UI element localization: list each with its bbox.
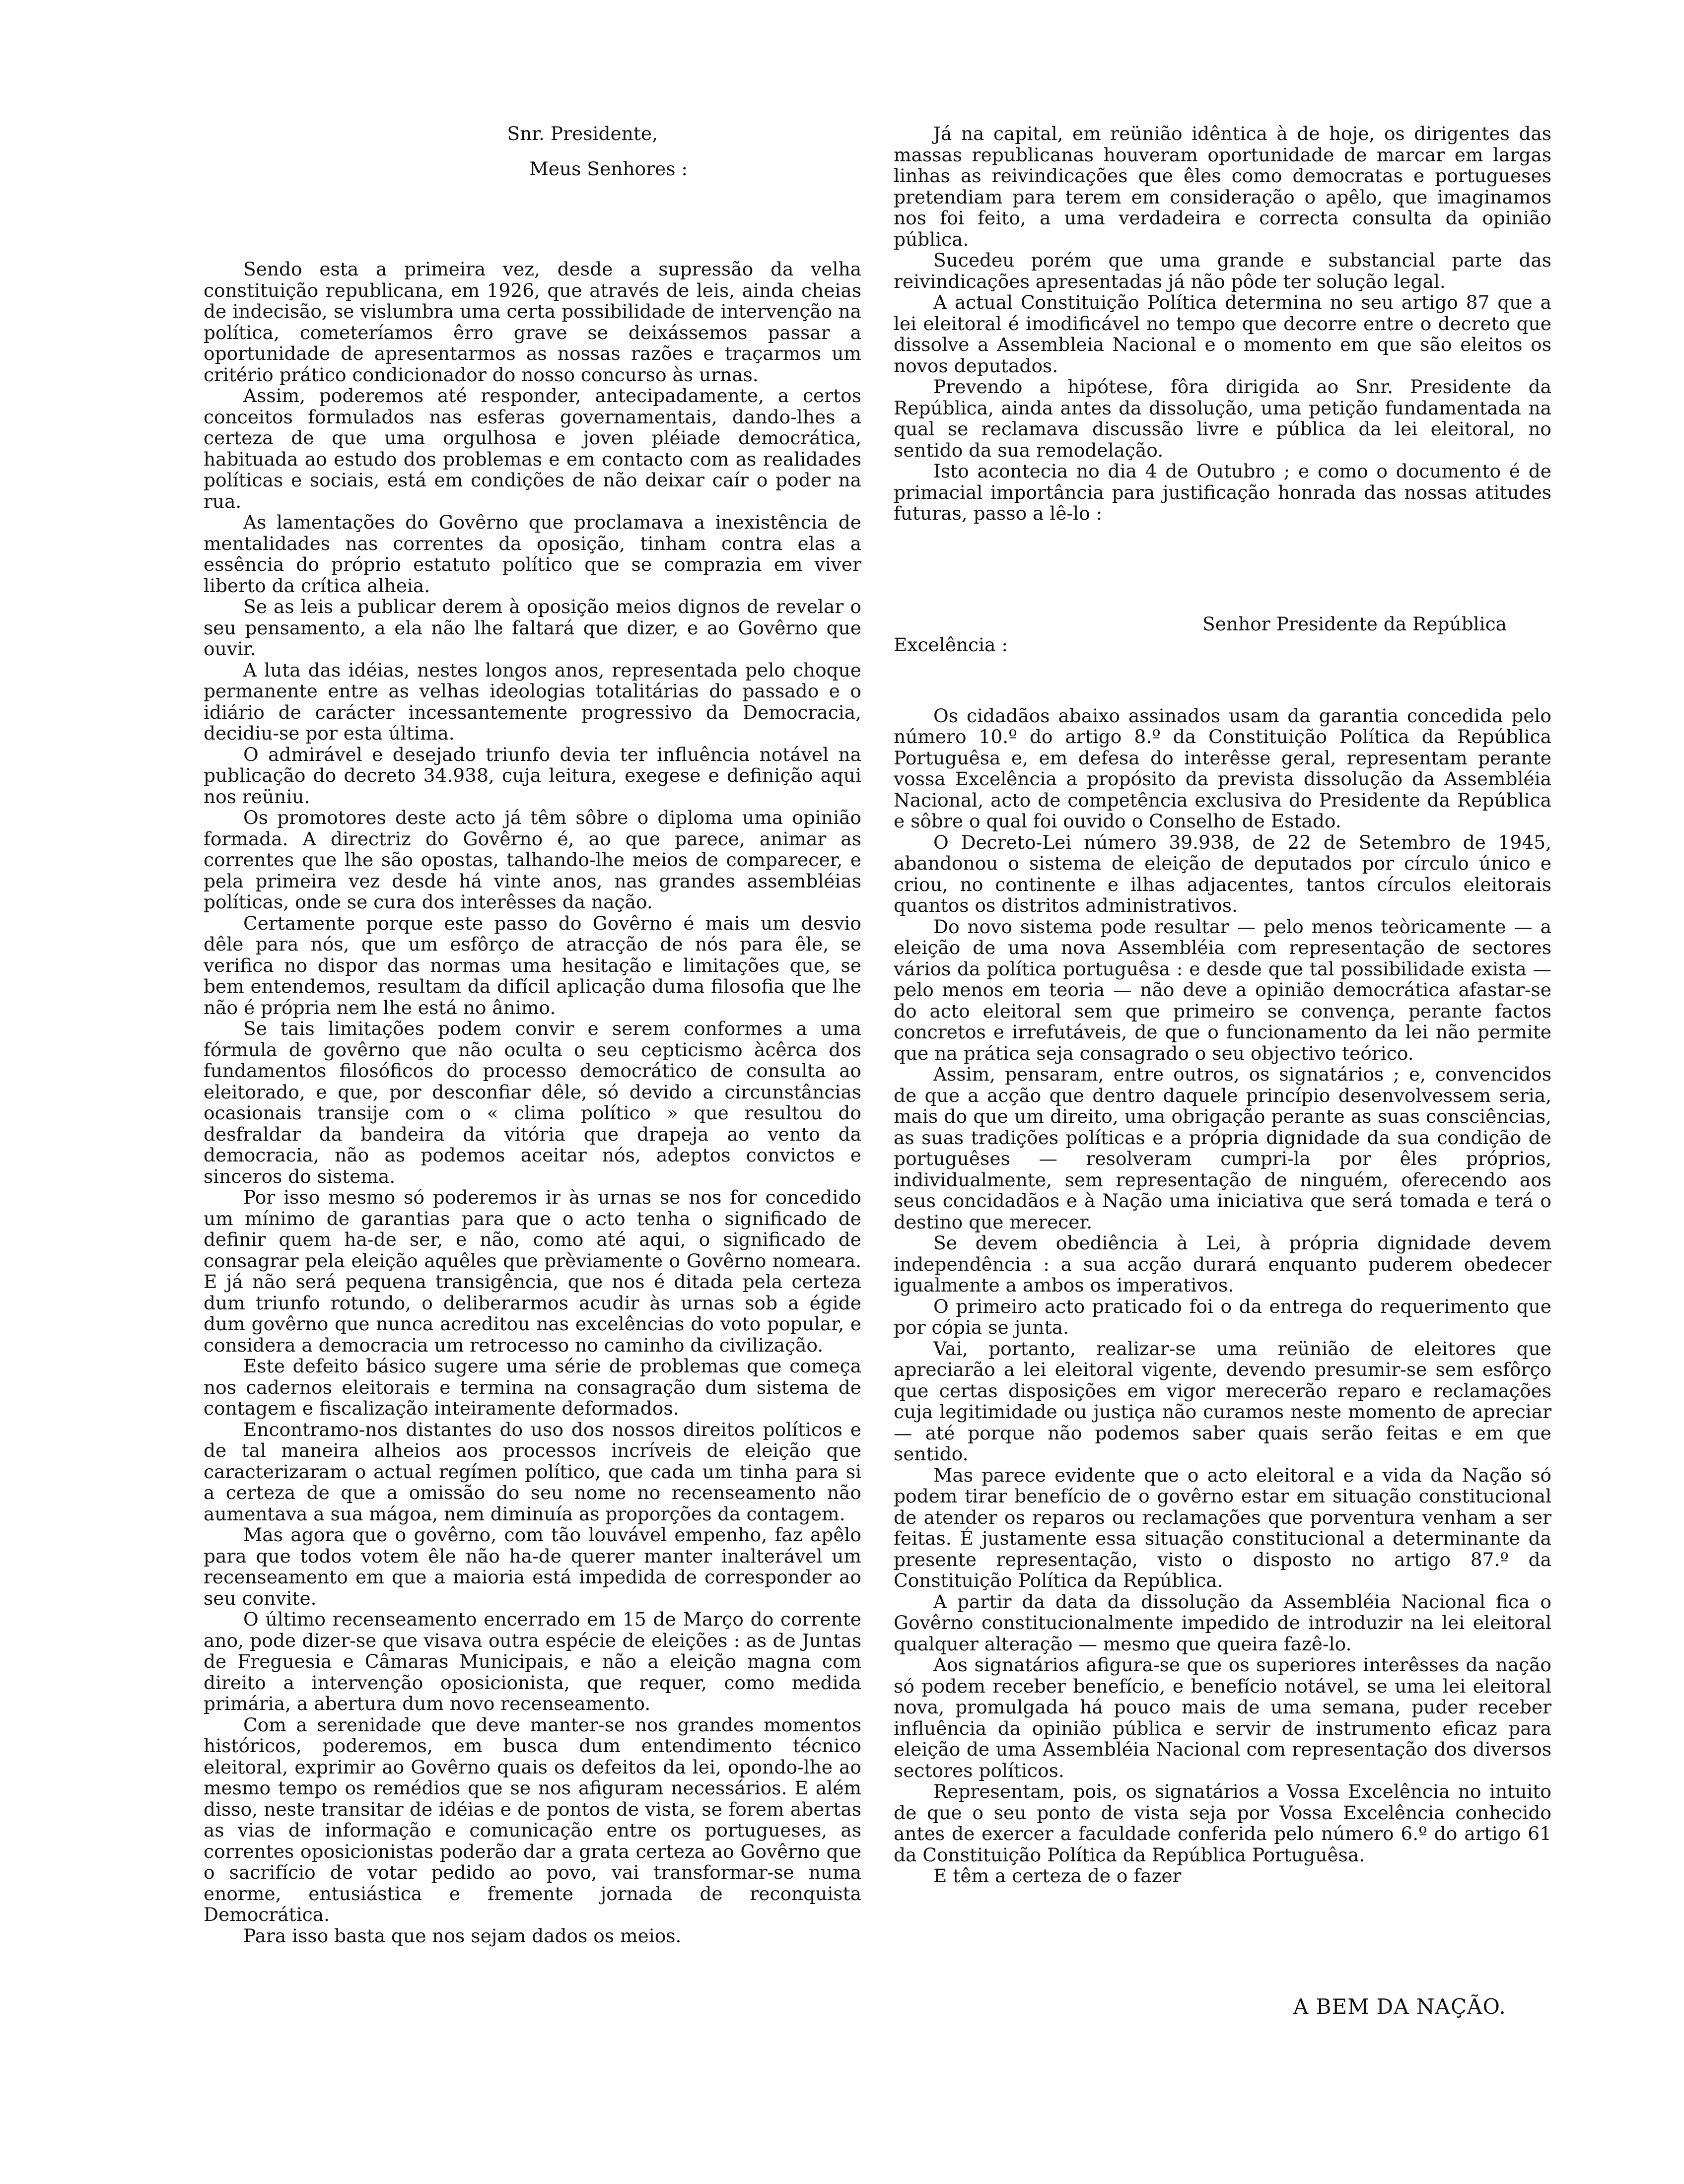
paragraph: Vai, portanto, realizar-se uma reünião de eleitores que apreciarão a lei eleitoral vigente, devendo presumir-se sem esfôrço que certas disposições em vigor merecerão reparo e reclamações cuja legitimidade ou justiça não curamos neste momento de apreciar — até porque não podemos saber quais serão feitas e em que sentido. bbox=[894, 1337, 1551, 1465]
paragraph: Este defeito básico sugere uma série de problemas que começa nos cadernos eleitorais e termina na consagração dum sistema de contagem e fiscalização inteiramente deformados. bbox=[204, 1355, 861, 1419]
paragraph: Por isso mesmo só poderemos ir às urnas se nos for concedido um mínimo de garantias para que o acto tenha o significado de definir quem ha-de ser, e não, como até aqui, o significado de consagrar pela eleição aquêles que prèviamente o Govêrno nomeara. E já não será pequena transigência, que nos é ditada pela certeza dum triunfo rotundo, o deliberarmos acudir às urnas sob a égide dum govêrno que nunca acreditou nas excelências do voto popular, e considera a democracia um retrocesso no caminho da civilização. bbox=[204, 1186, 861, 1356]
salutation-president: Snr. Presidente, bbox=[507, 123, 658, 144]
paragraph: E têm a certeza de o fazer bbox=[933, 1865, 1182, 1887]
letter-excellency: Excelência : bbox=[894, 634, 1008, 656]
paragraph: O admirável e desejado triunfo devia ter influência notável na publicação do decreto 34.938, cuja leitura, exegese e definição aqui nos reüniu. bbox=[204, 743, 861, 808]
paragraph: Do novo sistema pode resultar — pelo menos teòricamente — a eleição de uma nova Assembléia com representação de sectores vários da política portuguêsa : e desde que tal possibilidade exista — pelo menos em teoria — não deve a opinião democrática afastar-se do acto eleitoral sem que primeiro se convença, perante factos concretos e irrefutáveis, de que o funcionamento da lei não permite que na prática seja consagrado o seu objectivo teórico. bbox=[894, 915, 1551, 1064]
paragraph: Se tais limitações podem convir e serem conformes a uma fórmula de govêrno que não oculta o seu cepticismo àcêrca dos fundamentos filosóficos do processo democrático de consulta ao eleitorado, e que, por desconfiar dêle, só devido a circunstâncias ocasionais transije com o « clima político » que resultou do desfraldar da bandeira da vitória que drapeja ao vento da democracia, não as podemos aceitar nós, adeptos convictos e sinceros do sistema. bbox=[204, 1018, 861, 1187]
paragraph: As lamentações do Govêrno que proclamava a inexistência de mentalidades nas correntes da oposição, tinham contra elas a essência do próprio estatuto político que se comprazia em viver liberto da crítica alheia. bbox=[204, 511, 861, 597]
paragraph: A partir da data da dissolução da Assembléia Nacional fica o Govêrno constitucionalmente impedido de introduzir na lei eleitoral qualquer alteração — mesmo que queira fazê-lo. bbox=[894, 1590, 1551, 1655]
paragraph: Assim, poderemos até responder, antecipadamente, a certos conceitos formulados nas esferas governamentais, dando-lhes a certeza de que uma orgulhosa e joven pléiade democrática, habituada ao estudo dos problemas e em contacto com as realidades políticas e sociais, está em condições de não deixar caír o poder na rua. bbox=[204, 385, 861, 512]
paragraph: Certamente porque este passo do Govêrno é mais um desvio dêle para nós, que um esfôrço de atracção de nós para êle, se verifica no dispor das normas uma hesitação e limitações que, se bem entendemos, resultam da difícil aplicação duma filosofia que lhe não é própria nem lhe está no ânimo. bbox=[204, 912, 861, 1019]
paragraph: Prevendo a hipótese, fôra dirigida ao Snr. Presidente da República, ainda antes da dissolução, uma petição fundamentada na qual se reclamava discussão livre e pública da lei eleitoral, no sentido da sua remodelação. bbox=[894, 376, 1551, 461]
spacer bbox=[204, 179, 861, 259]
paragraph: Mas agora que o govêrno, com tão louvável empenho, faz apêlo para que todos votem êle não ha-de querer manter inalterável um recenseamento em que a maioria está impedida de corresponder ao seu convite. bbox=[204, 1524, 861, 1609]
paragraph: Encontramo-nos distantes do uso dos nossos direitos políticos e de tal maneira alheios aos processos incríveis de eleição que caracterizaram o actual regímen político, que cada um tinha para si a certeza de que a omissão do seu nome no recenseamento não aumentava a sua mágoa, nem diminuía as proporções da contagem. bbox=[204, 1418, 861, 1525]
closing-formula: A BEM DA NAÇÃO. bbox=[1293, 1994, 1506, 2019]
paragraph: Sendo esta a primeira vez, desde a supressão da velha constituição republicana, em 1926, que através de leis, ainda cheias de indecisão, se vislumbra uma certa possibilidade de intervenção na política, cometeríamos êrro grave se deixássemos passar a oportunidade de apresentarmos as nossas razões e traçarmos um critério prático condicionador do nosso concurso às urnas. bbox=[204, 258, 861, 386]
paragraph: Os promotores deste acto já têm sôbre o diploma uma opinião formada. A directriz do Govêrno é, ao que parece, animar as correntes que lhe são opostas, talhando-lhe meios de comparecer, e pela primeira vez desde há vinte anos, nas grandes assembléias políticas, onde se cura dos interêsses da nação. bbox=[204, 807, 861, 913]
spacer bbox=[894, 656, 1551, 705]
salutation-gentlemen: Meus Senhores : bbox=[529, 157, 688, 180]
paragraph: Se devem obediência à Lei, à própria dignidade devem independência : a sua acção durará enquanto puderem obedecer igualmente a ambos os imperativos. bbox=[894, 1232, 1551, 1296]
left-column bbox=[204, 123, 861, 1946]
paragraph: Com a serenidade que deve manter-se nos grandes momentos históricos, poderemos, em busca dum entendimento técnico eleitoral, exprimir ao Govêrno quais os defeitos da lei, opondo-lhe ao mesmo tempo os remédios que se nos afiguram necessários. E além disso, neste transitar de idéias e de pontos de vista, se forem abertas as vias de informação e comunicação entre os portugueses, as correntes oposicionistas poderão dar a grata certeza ao Govêrno que o sacrifício de votar pedido ao povo, vai transformar-se numa enorme, entusiástica e fremente jornada de reconquista Democrática. bbox=[204, 1713, 861, 1925]
paragraph: Representam, pois, os signatários a Vossa Excelência no intuito de que o seu ponto de vista seja por Vossa Excelência conhecido antes de exercer a faculdade conferida pelo número 6.º do artigo 61 da Constituição Política da República Portuguêsa. bbox=[894, 1780, 1551, 1866]
paragraph: Para isso basta que nos sejam dados os meios. bbox=[243, 1924, 682, 1947]
paragraph: Se as leis a publicar derem à oposição meios dignos de revelar o seu pensamento, a ela não lhe faltará que dizer, e ao Govêrno que ouvir. bbox=[204, 596, 861, 660]
paragraph: O Decreto-Lei número 39.938, de 22 de Setembro de 1945, abandonou o sistema de eleição de deputados por círculo único e criou, no continente e ilhas adjacentes, tantos círculos eleitorais quantos os distritos administrativos. bbox=[894, 831, 1551, 916]
right-column bbox=[894, 123, 1551, 1887]
paragraph: Aos signatários afigura-se que os superiores interêsses da nação só podem receber benefício, e benefício notável, se uma lei eleitoral nova, promulgada há pouco mais de uma semana, puder receber influência da opinião pública e servir de instrumento eficaz para eleição de uma Assembléia Nacional com representação dos diversos sectores políticos. bbox=[894, 1654, 1551, 1781]
paragraph: A luta das idéias, nestes longos anos, representada pelo choque permanente entre as velhas ideologias totalitárias do passado e o idiário de carácter incessantemente progressivo da Democracia, decidiu-se por esta última. bbox=[204, 659, 861, 744]
paragraph: Assim, pensaram, entre outros, os signatários ; e, convencidos de que a acção que dentro daquele princípio desenvolvessem seria, mais do que um direito, uma obrigação perante as suas consciências, as suas tradições políticas e a própria dignidade da sua condição de portuguêses — resolveram cumpri-la por êles próprios, individualmente, sem representação de ninguém, oferecendo aos seus concidadãos e à Nação uma iniciativa que será tomada e terá o destino que merecer. bbox=[894, 1063, 1551, 1233]
paragraph: O último recenseamento encerrado em 15 de Março do corrente ano, pode dizer-se que visava outra espécie de eleições : as de Juntas de Freguesia e Câmaras Municipais, e não a eleição magna com direito a intervenção oposicionista, que requer, como medida primária, a abertura dum novo recenseamento. bbox=[204, 1608, 861, 1714]
letter-addressee bbox=[894, 614, 1551, 635]
paragraph: A actual Constituição Política determina no seu artigo 87 que a lei eleitoral é imodificável no tempo que decorre entre o decreto que dissolve a Assembleia Nacional e o momento em que são eleitos os novos deputados. bbox=[894, 291, 1551, 377]
paragraph: Isto acontecia no dia 4 de Outubro ; e como o documento é de primacial importância para justificação honrada das nossas atitudes futuras, passo a lê-lo : bbox=[894, 460, 1551, 524]
paragraph: Já na capital, em reünião idêntica à de hoje, os dirigentes das massas republicanas houveram oportunidade de marcar em largas linhas as reivindicações que êles como democratas e portugueses pretendiam para terem em consideração o apêlo, que imaginamos nos foi feito, a uma verdadeira e correcta consulta da opinião pública. bbox=[894, 123, 1551, 250]
paragraph: Mas parece evidente que o acto eleitoral e a vida da Nação só podem tirar benefício de o govêrno estar em situação constitucional de atender os reparos ou reclamações que porventura venham a ser feitas. É justamente essa situação constitucional a determinante da presente representação, visto o disposto no artigo 87.º da Constituição Política da República. bbox=[894, 1464, 1551, 1591]
paragraph: O primeiro acto praticado foi o da entrega do requerimento que por cópia se junta. bbox=[894, 1295, 1551, 1338]
paragraph: Os cidadãos abaixo assinados usam da garantia concedida pelo número 10.º do artigo 8.º da Constituição Política da República Portuguêsa e, em defesa do interêsse geral, representam perante vossa Excelência a propósito da prevista dissolução da Assembléia Nacional, acto de competência exclusiva do Presidente da República e sôbre o qual foi ouvido o Conselho de Estado. bbox=[894, 704, 1551, 832]
paragraph: Sucedeu porém que uma grande e substancial parte das reivindicações apresentadas já não pôde ter solução legal. bbox=[894, 249, 1551, 292]
addressee-text: Senhor Presidente da República bbox=[1202, 613, 1507, 635]
